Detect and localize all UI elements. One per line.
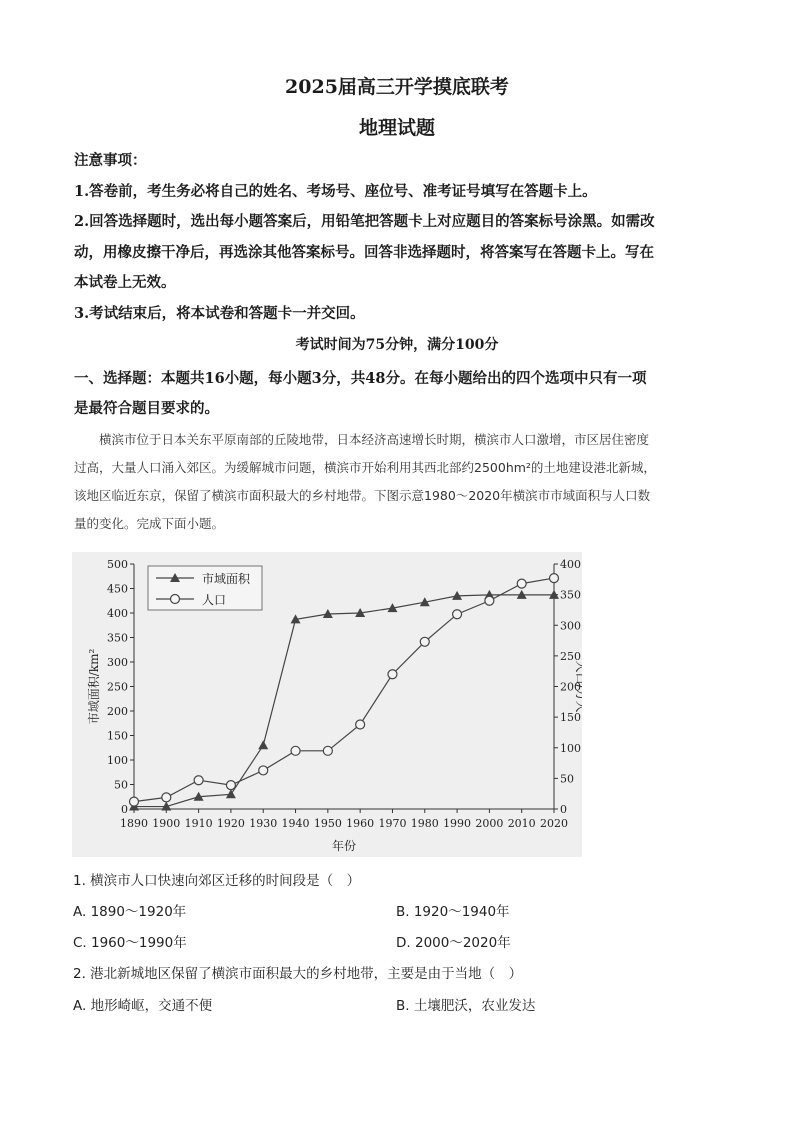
q1-option-b: B. 1920～1940年 [396,904,510,920]
x-tick-label: 1980 [410,817,439,830]
left-tick-label: 200 [107,705,128,718]
left-tick-label: 100 [107,754,128,767]
notice-item-2-line-1: 2.回答选择题时，选出每小题答案后，用铅笔把答题卡上对应题目的答案标号涂黑。如需改 [74,213,655,230]
right-axis-title: 人口/万人 [574,660,582,713]
exam-title: 2025届高三开学摸底联考 [285,76,509,98]
left-tick-label: 350 [107,631,128,645]
x-tick-label: 1970 [378,817,407,830]
left-axis-title: 市域面积/km² [87,648,101,725]
chart-legend [148,566,262,610]
left-tick-label: 300 [107,656,128,669]
right-tick-label: 50 [560,772,574,786]
population-point [356,720,365,729]
question-1: 1. 横滨市人口快速向郊区迁移的时间段是（ ） [73,873,361,889]
left-tick-label: 400 [107,607,128,620]
population-point [453,610,462,619]
population-point [291,746,300,755]
q2-option-b: B. 土壤肥沃，农业发达 [396,998,536,1014]
x-axis-title: 年份 [331,839,357,853]
area-series-line [134,595,554,807]
x-tick-label: 2020 [540,817,568,830]
left-tick-label: 250 [107,680,128,694]
legend-pop-marker [171,595,180,604]
population-point [226,781,235,790]
x-tick-label: 1990 [443,817,472,830]
q1-option-c: C. 1960～1990年 [73,935,187,951]
notice-item-1: 1.答卷前，考生务必将自己的姓名、考场号、座位号、准考证号填写在答题卡上。 [74,183,597,200]
x-tick-label: 1930 [249,817,278,830]
x-tick-label: 1950 [313,817,342,830]
population-point [388,670,397,679]
left-tick-label: 50 [114,778,128,792]
population-series-line [134,578,554,802]
right-tick-label: 150 [560,711,581,725]
notice-item-3: 3.考试结束后，将本试卷和答题卡一并交回。 [74,305,365,322]
x-tick-label: 1900 [152,817,181,830]
right-tick-label: 300 [560,619,581,633]
section1-instruction-line-2: 是最符合题目要求的。 [74,400,219,417]
left-tick-label: 0 [121,803,128,816]
intro-line-1: 横滨市位于日本关东平原南部的丘陵地带，日本经济高速增长时期，横滨市人口激增，市区居住密度 [99,432,650,447]
x-tick-label: 1940 [281,817,310,830]
population-point [323,746,332,755]
population-point [259,766,268,775]
legend-area-label: 市域面积 [202,572,251,586]
legend-pop-label: 人口 [202,593,227,607]
subject-title: 地理试题 [358,117,435,139]
population-point [130,797,139,806]
exam-time: 考试时间为75分钟，满分100分 [295,337,499,353]
q1-option-a: A. 1890～1920年 [73,904,187,920]
intro-line-3: 该地区临近东京，保留了横滨市面积最大的乡村地带。下图示意1980～2020年横滨市市域面积与人口数 [74,488,651,503]
population-point [517,579,526,588]
right-tick-label: 400 [560,558,581,571]
notice-heading: 注意事项： [74,152,147,169]
x-tick-label: 1890 [120,817,148,830]
right-tick-label: 100 [560,741,581,755]
chart-svg [72,552,582,857]
population-point [162,793,171,802]
section1-instruction-line-1: 一、选择题：本题共16小题，每小题3分，共48分。在每小题给出的四个选项中只有一项 [74,370,647,387]
x-tick-label: 1920 [216,817,245,830]
x-tick-label: 2010 [507,817,536,830]
area-point [258,740,268,749]
intro-line-2: 过高，大量人口涌入郊区。为缓解城市问题，横滨市开始利用其西北部约2500hm²的土地建设港北新城， [74,460,656,475]
area-point [226,789,236,798]
right-tick-label: 0 [560,803,567,816]
population-point [194,776,203,785]
right-tick-label: 250 [560,649,581,663]
x-tick-label: 2000 [475,817,504,830]
area-population-chart [72,552,582,857]
right-tick-label: 200 [560,680,581,694]
right-tick-label: 350 [560,588,581,602]
population-point [420,637,429,646]
q1-option-d: D. 2000～2020年 [396,935,511,951]
intro-line-4: 量的变化。完成下面小题。 [74,516,225,531]
notice-item-2-line-2: 动，用橡皮擦干净后，再选涂其他答案标号。回答非选择题时，将答案写在答题卡上。写在 [74,244,654,261]
x-tick-label: 1910 [184,817,213,830]
q2-option-a: A. 地形崎岖，交通不便 [73,998,213,1014]
notice-item-2-line-3: 本试卷上无效。 [74,274,176,291]
left-tick-label: 150 [107,729,128,743]
left-tick-label: 450 [107,582,128,596]
question-2: 2. 港北新城地区保留了横滨市面积最大的乡村地带，主要是由于当地（ ） [73,966,523,982]
left-tick-label: 500 [107,558,128,571]
population-point [550,574,559,583]
population-point [485,596,494,605]
x-tick-label: 1960 [346,817,375,830]
